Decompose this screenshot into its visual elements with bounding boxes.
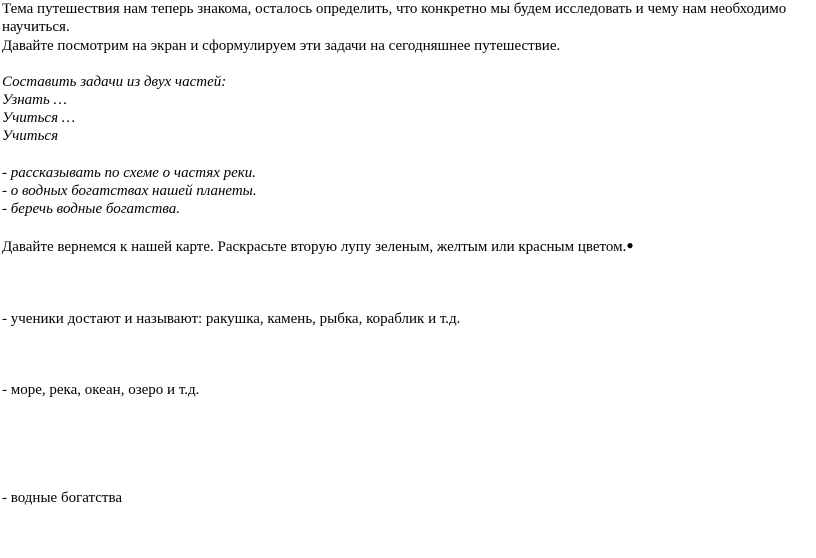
goal-item-3: - беречь водные богатства. [2, 201, 181, 217]
map-instruction [2, 236, 634, 256]
task-item-study-2: Учиться [2, 128, 59, 144]
intro-line-2: научиться. [2, 19, 70, 35]
task-item-study-1: Учиться … [2, 110, 76, 126]
goal-item-1: - рассказывать по схеме о частях реки. [2, 165, 257, 181]
goal-item-2: - о водных богатствах нашей планеты. [2, 183, 257, 199]
task-heading: Составить задачи из двух частей: [2, 74, 227, 90]
task-item-learn: Узнать … [2, 92, 67, 108]
answer-resources: - водные богатства [2, 490, 122, 506]
answer-objects: - ученики достают и называют: ракушка, камень, рыбка, кораблик и т.д. [2, 311, 461, 327]
intro-line-1: Тема путешествия нам теперь знакома, осталось определить, что конкретно мы будем исследовать и чему нам необходимо [2, 1, 787, 17]
map-instruction-text: Давайте вернемся к нашей карте. Раскрасьте вторую лупу зеленым, желтым или красным цветом. [2, 239, 627, 255]
answer-water-bodies: - море, река, океан, озеро и т.д. [2, 382, 200, 398]
intro-line-3: Давайте посмотрим на экран и сформулируем эти задачи на сегодняшнее путешествие. [2, 38, 561, 54]
bullet-icon: ● [626, 238, 634, 252]
